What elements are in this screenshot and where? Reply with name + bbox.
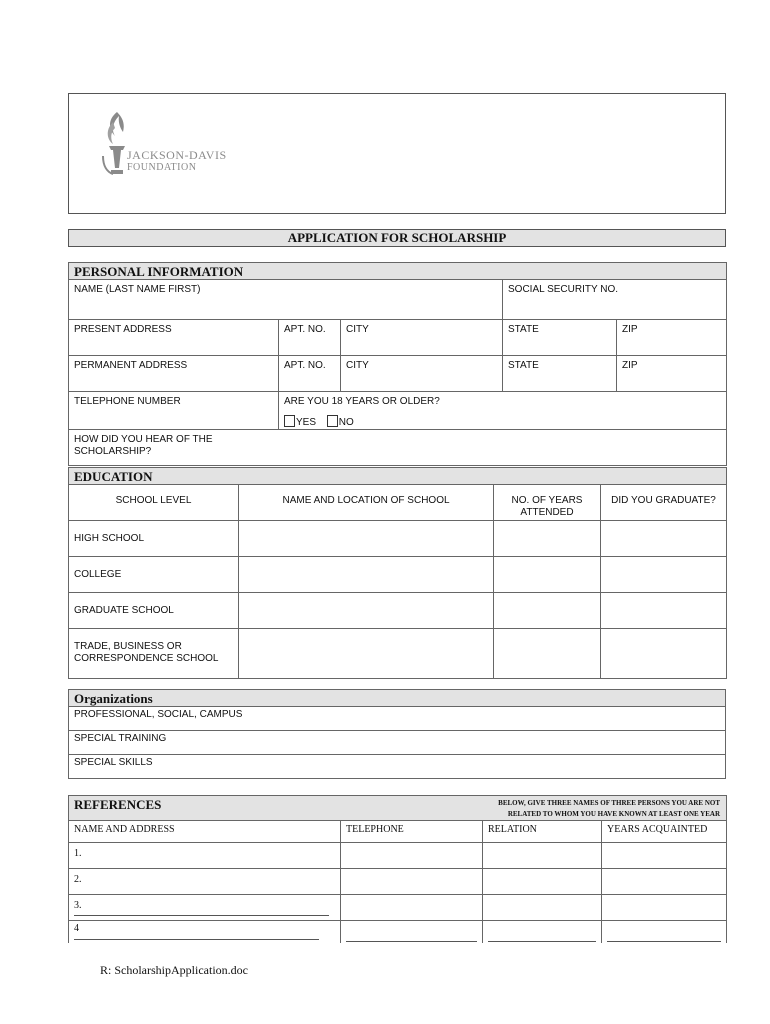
special-skills-field[interactable]: SPECIAL SKILLS (69, 755, 726, 779)
yes-label: YES (296, 417, 317, 428)
ssn-field[interactable]: SOCIAL SECURITY NO. (503, 280, 727, 320)
reference-2-years-field[interactable] (602, 869, 727, 895)
trade-school-years-field[interactable] (494, 629, 601, 679)
logo-box (68, 93, 726, 214)
reference-4-name-field[interactable] (69, 921, 341, 943)
yes-checkbox[interactable] (284, 415, 295, 427)
reference-4-years-field[interactable] (602, 921, 727, 943)
present-address-field[interactable]: PRESENT ADDRESS (69, 320, 279, 356)
row-label-graduate-school: GRADUATE SCHOOL (69, 593, 239, 629)
col-name-address: NAME AND ADDRESS (69, 821, 341, 843)
row-label-college: COLLEGE (69, 557, 239, 593)
graduate-school-years-field[interactable] (494, 593, 601, 629)
col-years-acquainted: YEARS ACQUAINTED (602, 821, 727, 843)
professional-social-campus-field[interactable]: PROFESSIONAL, SOCIAL, CAMPUS (69, 707, 726, 731)
reference-3-label: 3. (74, 900, 82, 911)
high-school-name-field[interactable] (239, 521, 494, 557)
reference-1-name-field[interactable] (69, 843, 341, 869)
trade-school-graduate-field[interactable] (601, 629, 727, 679)
permanent-zip-field[interactable]: ZIP (617, 356, 727, 392)
col-relation: RELATION (483, 821, 602, 843)
row-label-trade-school: TRADE, BUSINESS OR CORRESPONDENCE SCHOOL (69, 629, 239, 679)
reference-3-underline (74, 915, 329, 916)
age-question-label: ARE YOU 18 YEARS OR OLDER? (284, 396, 440, 407)
reference-3-name-field[interactable] (69, 895, 341, 921)
present-apt-field[interactable]: APT. NO. (279, 320, 341, 356)
logo-line1: JACKSON-DAVIS (127, 148, 227, 162)
reference-4-relation-field[interactable] (483, 921, 602, 943)
personal-information-table (68, 262, 727, 466)
telephone-field[interactable]: TELEPHONE NUMBER (69, 392, 279, 430)
trade-school-name-field[interactable] (239, 629, 494, 679)
special-training-field[interactable]: SPECIAL TRAINING (69, 731, 726, 755)
organizations-table (68, 689, 726, 779)
footer-filename: R: ScholarshipApplication.doc (100, 963, 248, 977)
permanent-city-field[interactable]: CITY (341, 356, 503, 392)
col-school-level: SCHOOL LEVEL (69, 485, 239, 521)
reference-3-relation-field[interactable] (483, 895, 602, 921)
references-table (68, 795, 727, 943)
reference-3-telephone-field[interactable] (341, 895, 483, 921)
reference-2-name-field[interactable] (69, 869, 341, 895)
reference-4-label: 4 (74, 923, 79, 934)
hear-field[interactable] (69, 430, 727, 466)
organizations-section-heading: Organizations (69, 690, 726, 707)
education-section-heading: EDUCATION (69, 468, 727, 485)
col-school-name: NAME AND LOCATION OF SCHOOL (239, 485, 494, 521)
col-years-attended: NO. OF YEARS ATTENDED (494, 485, 601, 521)
high-school-years-field[interactable] (494, 521, 601, 557)
education-table (68, 467, 727, 679)
graduate-school-name-field[interactable] (239, 593, 494, 629)
row-label-high-school: HIGH SCHOOL (69, 521, 239, 557)
no-label: NO (338, 417, 354, 428)
col-graduated: DID YOU GRADUATE? (601, 485, 727, 521)
name-field[interactable]: NAME (LAST NAME FIRST) (69, 280, 503, 320)
reference-2-label: 2. (74, 874, 82, 885)
high-school-graduate-field[interactable] (601, 521, 727, 557)
references-section-heading: REFERENCES (69, 796, 483, 821)
col-telephone: TELEPHONE (341, 821, 483, 843)
reference-3-years-field[interactable] (602, 895, 727, 921)
reference-1-telephone-field[interactable] (341, 843, 483, 869)
reference-1-years-field[interactable] (602, 843, 727, 869)
hear-label: HOW DID YOU HEAR OF THE SCHOLARSHIP? (74, 434, 213, 457)
graduate-school-graduate-field[interactable] (601, 593, 727, 629)
reference-1-relation-field[interactable] (483, 843, 602, 869)
college-years-field[interactable] (494, 557, 601, 593)
form-title: APPLICATION FOR SCHOLARSHIP (68, 229, 726, 247)
reference-2-relation-field[interactable] (483, 869, 602, 895)
no-checkbox[interactable] (327, 415, 338, 427)
logo-line2: FOUNDATION (127, 162, 197, 173)
college-graduate-field[interactable] (601, 557, 727, 593)
personal-section-heading: PERSONAL INFORMATION (69, 263, 727, 280)
college-name-field[interactable] (239, 557, 494, 593)
present-state-field[interactable]: STATE (503, 320, 617, 356)
present-city-field[interactable]: CITY (341, 320, 503, 356)
reference-4-underline (74, 939, 319, 940)
permanent-address-field[interactable]: PERMANENT ADDRESS (69, 356, 279, 392)
reference-2-telephone-field[interactable] (341, 869, 483, 895)
references-note: BELOW, GIVE THREE NAMES OF THREE PERSONS YOU ARE NOT RELATED TO WHOM YOU HAVE KNOWN AT LEAST ONE YEAR (498, 799, 721, 818)
reference-4-telephone-field[interactable] (341, 921, 483, 943)
present-zip-field[interactable]: ZIP (617, 320, 727, 356)
age-question-cell (279, 392, 727, 430)
permanent-apt-field[interactable]: APT. NO. (279, 356, 341, 392)
reference-1-label: 1. (74, 848, 82, 859)
permanent-state-field[interactable]: STATE (503, 356, 617, 392)
